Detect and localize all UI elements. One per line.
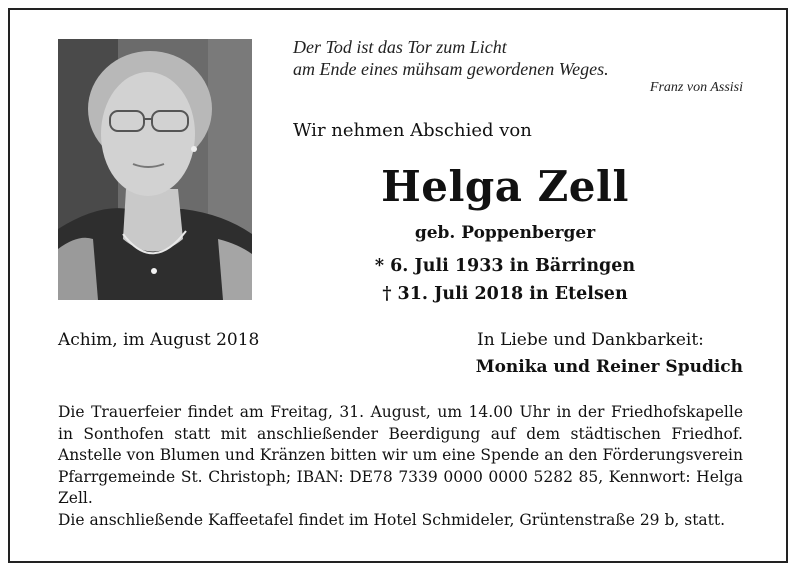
farewell-intro: Wir nehmen Abschied von — [293, 120, 532, 141]
funeral-details — [58, 402, 743, 531]
portrait-photo — [58, 39, 252, 300]
quote-line-1: Der Tod ist das Tor zum Licht — [293, 37, 507, 57]
quote-line-2: am Ende eines mühsam gewordenen Weges. — [293, 59, 609, 79]
funeral-paragraph-1: Die Trauerfeier findet am Freitag, 31. August, um 14.00 Uhr in der Friedhofskapelle in Sonthofen statt mit anschließender Beerdigung auf dem städtischen Friedhof. Anstelle von Blumen und Kränzen bitten wir um eine Spende an den Förderungsverein Pfarrgemeinde St. Christoph; IBAN: DE78 7339 0000 0000 5282 85, Kennwort: Helga Zell. — [58, 403, 743, 507]
funeral-paragraph-2: Die anschließende Kaffeetafel findet im Hotel Schmideler, Grüntenstraße 29 b, statt. — [58, 510, 726, 529]
place-date: Achim, im August 2018 — [58, 330, 260, 350]
birth-date: * 6. Juli 1933 in Bärringen — [374, 256, 636, 276]
deceased-name: Helga Zell — [381, 162, 629, 211]
death-date: † 31. Juli 2018 in Etelsen — [382, 284, 628, 304]
quote-author: Franz von Assisi — [649, 80, 743, 95]
birth-name: geb. Poppenberger — [414, 223, 596, 243]
family-names: Monika und Reiner Spudich — [475, 357, 743, 377]
quote — [293, 36, 743, 80]
gratitude-line: In Liebe und Dankbarkeit: — [477, 330, 704, 350]
